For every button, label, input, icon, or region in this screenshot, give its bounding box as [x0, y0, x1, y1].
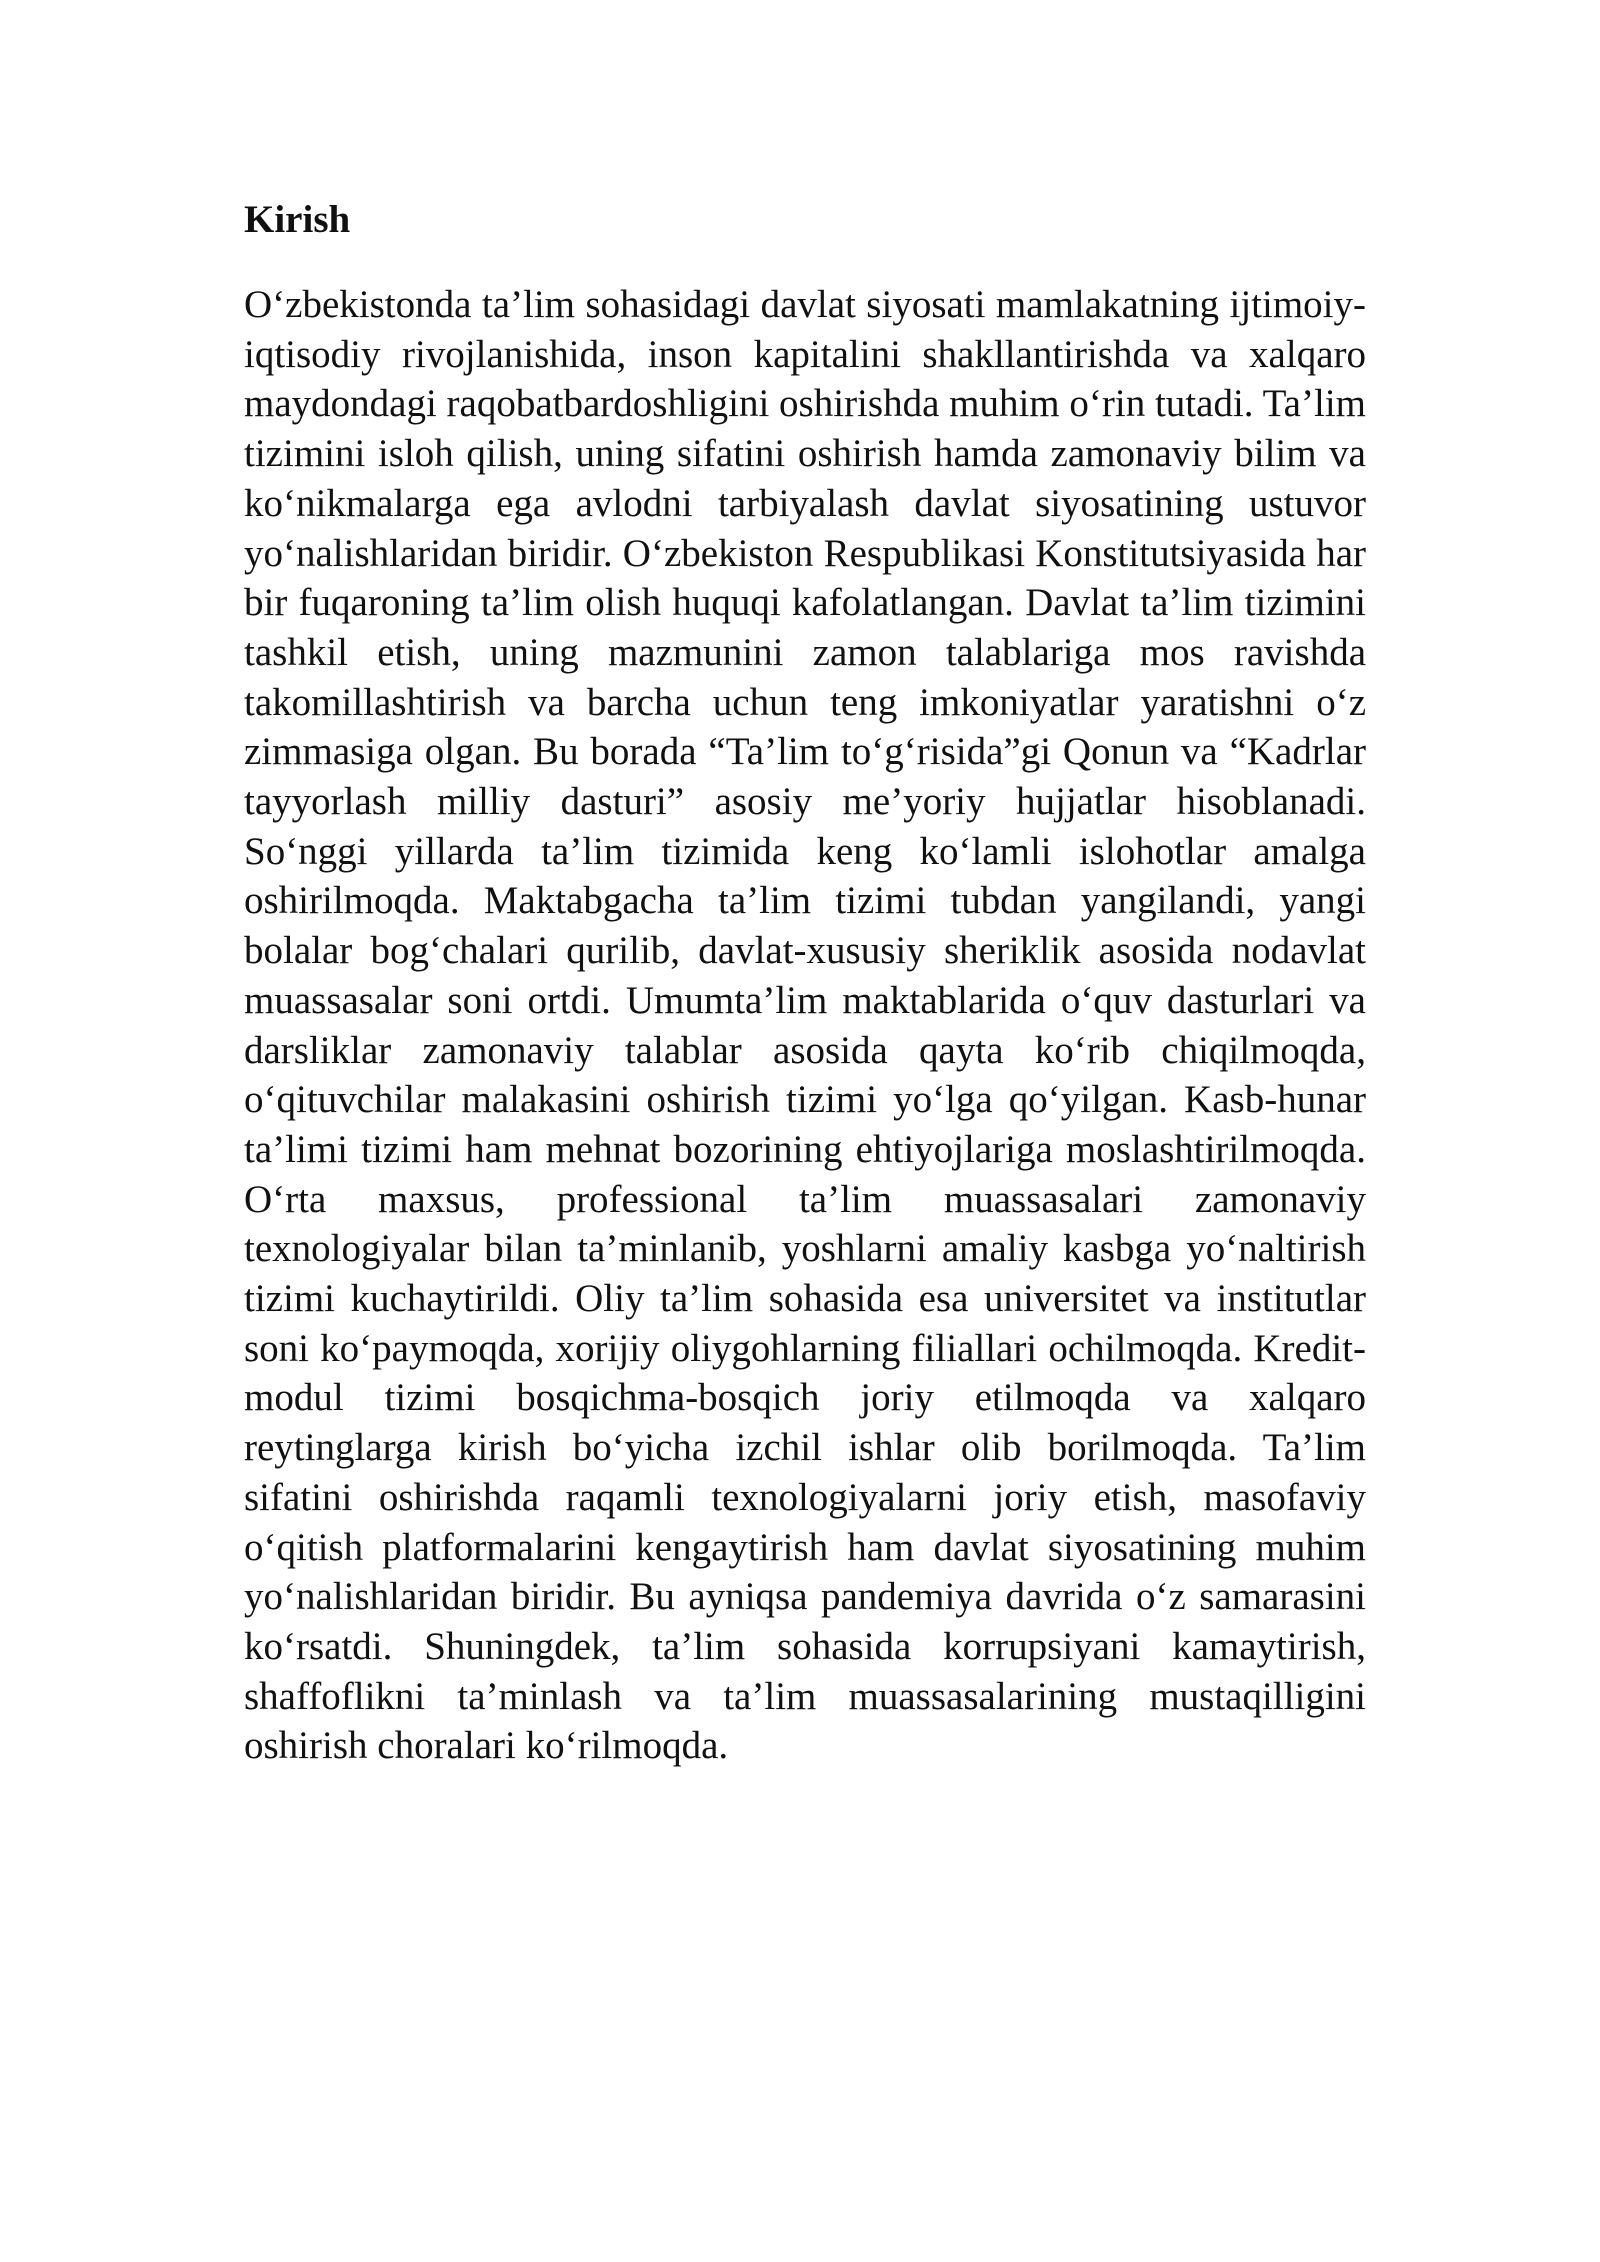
section-heading: Kirish [244, 198, 351, 241]
body-paragraph: O‘zbekistonda ta’lim sohasidagi davlat siyosati mamlakatning ijtimoiy-iqtisodiy rivojlanishida, inson kapitalini shakllantirishda va xalqaro maydondagi raqobatbardoshligini oshirishda muhim o‘rin tutadi. Ta’lim tizimini isloh qilish, uning sifatini oshirish hamda zamonaviy bilim va ko‘nikmalarga ega avlodni tarbiyalash davlat siyosatining ustuvor yo‘nalishlaridan biridir. O‘zbekiston Respublikasi Konstitutsiyasida har bir fuqaroning ta’lim olish huquqi kafolatlangan. Davlat ta’lim tizimini tashkil etish, uning mazmunini zamon talablariga mos ravishda takomillashtirish va barcha uchun teng imkoniyatlar yaratishni o‘z zimmasiga olgan. Bu borada “Ta’lim to‘g‘risida”gi Qonun va “Kadrlar tayyorlash milliy dasturi” asosiy me’yoriy hujjatlar hisoblanadi. So‘nggi yillarda ta’lim tizimida keng ko‘lamli islohotlar amalga oshirilmoqda. Maktabgacha ta’lim tizimi tubdan yangilandi, yangi bolalar bog‘chalari qurilib, davlat-xususiy sheriklik asosida nodavlat muassasalar soni ortdi. Umumta’lim maktablarida o‘quv dasturlari va darsliklar zamonaviy talablar asosida qayta ko‘rib chiqilmoqda, o‘qituvchilar malakasini oshirish tizimi yo‘lga qo‘yilgan. Kasb-hunar ta’limi tizimi ham mehnat bozorining ehtiyojlariga moslashtirilmoqda. O‘rta maxsus, professional ta’lim muassasalari zamonaviy texnologiyalar bilan ta’minlanib, yoshlarni amaliy kasbga yo‘naltirish tizimi kuchaytirildi. Oliy ta’lim sohasida esa universitet va institutlar soni ko‘paymoqda, xorijiy oliygohlarning filiallari ochilmoqda. Kredit-modul tizimi bosqichma-bosqich joriy etilmoqda va xalqaro reytinglarga kirish bo‘yicha izchil ishlar olib borilmoqda. Ta’lim sifatini oshirishda raqamli texnologiyalarni joriy etish, masofaviy o‘qitish platformalarini kengaytirish ham davlat siyosatining muhim yo‘nalishlaridan biridir. Bu ayniqsa pandemiya davrida o‘z samarasini ko‘rsatdi. Shuningdek, ta’lim sohasida korrupsiyani kamaytirish, shaffoflikni ta’minlash va ta’lim muassasalarining mustaqilligini oshirish choralari ko‘rilmoqda. [244, 283, 1366, 1768]
document-content [244, 190, 1366, 1771]
